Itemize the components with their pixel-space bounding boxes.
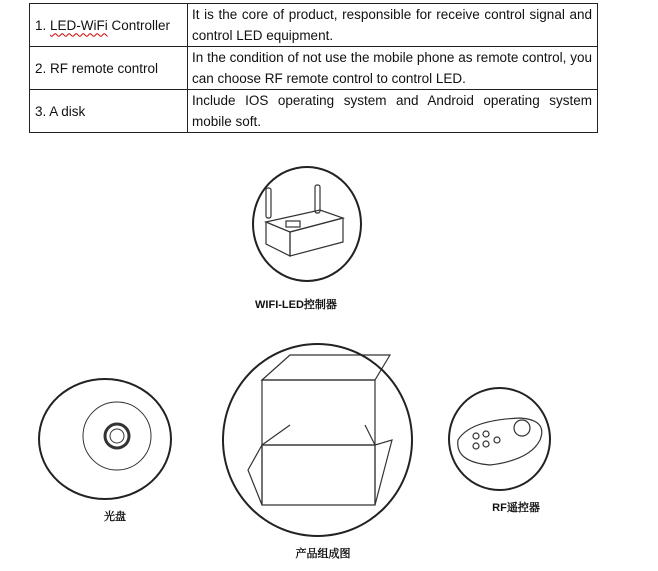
figure-caption: 产品组成图 — [295, 548, 351, 560]
remote-image — [448, 387, 551, 491]
remote-label: RF遥控器 — [492, 502, 540, 514]
disk-image — [38, 378, 172, 500]
controller-icon — [266, 185, 343, 256]
desc-cell: It is the core of product, responsible for receive control signal and control LED equipment. — [188, 4, 598, 47]
box-image — [222, 343, 413, 537]
item-cell: 2. RF remote control — [30, 47, 188, 90]
item-cell: 3. A disk — [30, 90, 188, 133]
desc-cell: Include IOS operating system and Android operating system mobile soft. — [188, 90, 598, 133]
item-cell: 1. LED-WiFi Controller — [30, 4, 188, 47]
controller-label: WIFI-LED控制器 — [255, 299, 337, 311]
disk-label: 光盘 — [104, 511, 126, 523]
desc-cell: In the condition of not use the mobile phone as remote control, you can choose RF remote control to control LED. — [188, 47, 598, 90]
